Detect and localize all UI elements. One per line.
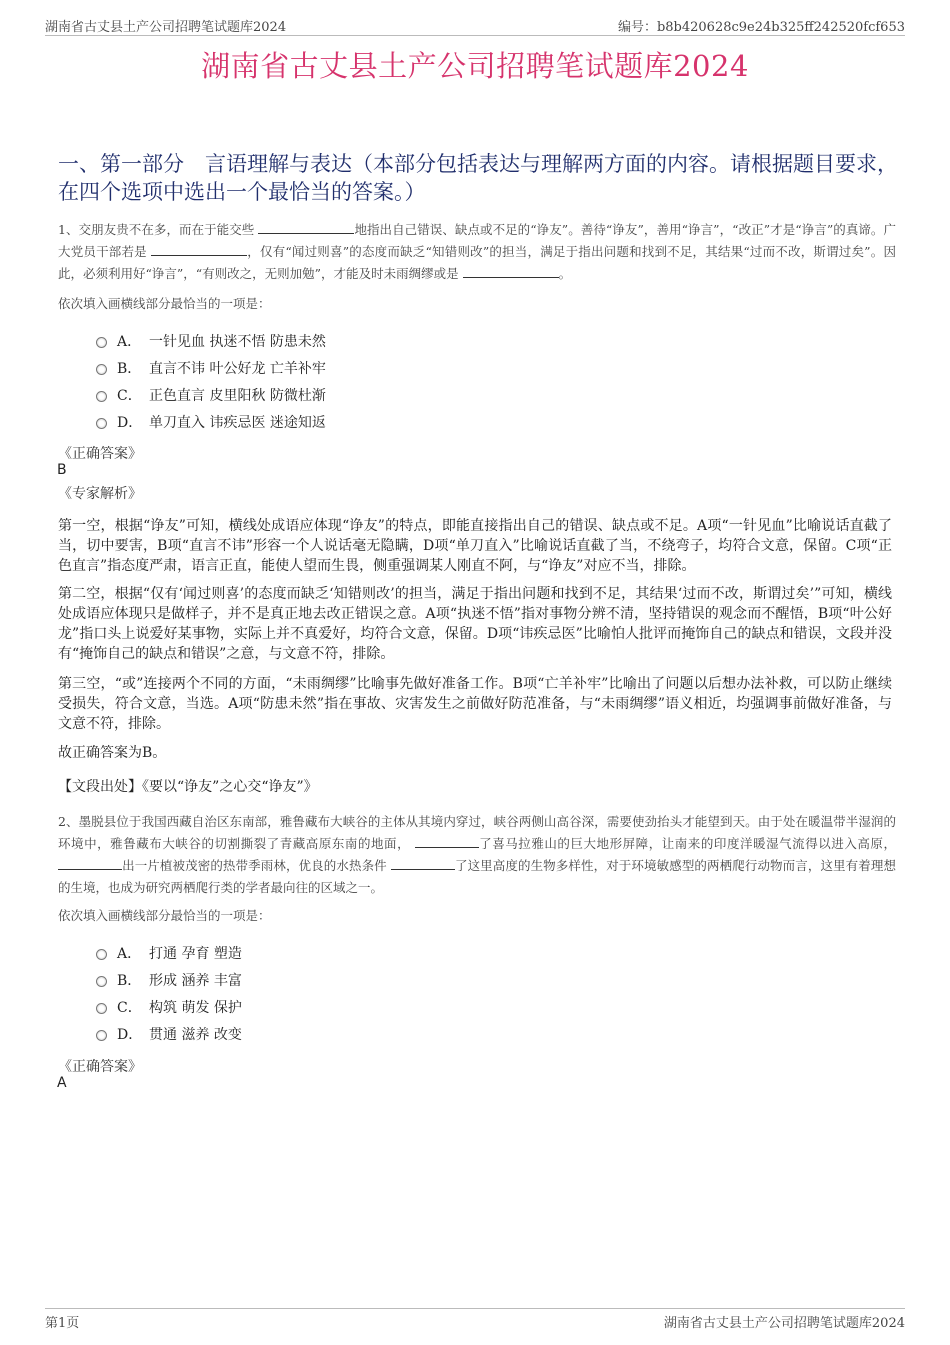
page-title: 湖南省古丈县土产公司招聘笔试题库2024 <box>201 49 749 83</box>
radio-icon[interactable] <box>96 1030 107 1041</box>
section-heading: 一、第一部分 言语理解与表达（本部分包括表达与理解两方面的内容。请根据题目要求，在四个选项中选出一个最恰当的答案。） <box>58 152 898 204</box>
question-2-text: 2、墨脱县位于我国西藏自治区东南部，雅鲁藏布大峡谷的主体从其境内穿过，峡谷两侧山高谷深，需要使劲抬头才能望到天。由于处在暖温带半湿润的环境中，雅鲁藏布大峡谷的切割撕裂了青藏高原东南的地面， 了喜马拉雅山的巨大地形屏障，让南来的印度洋暖湿气流得以进入高原， 出一片植被茂密的热带季雨林，优良的水热条件 了这里高度的生物多样性，对于环境敏感型的两栖爬行动物而言，这里有着理想的生境，也成为研究两栖爬行类的学者最向往的区域之一。 <box>58 814 896 895</box>
analysis-conclusion: 故正确答案为B。 <box>58 745 167 761</box>
option-b[interactable]: B． 直言不讳 叶公好龙 亡羊补牢 <box>96 354 326 381</box>
analysis-paragraph: 第三空，“或”连接两个不同的方面，“未雨绸缪”比喻事先做好准备工作。B项“亡羊补牢”比喻出了问题以后想办法补救，可以防止继续受损失，符合文意，当选。A项“防患未然”指在事故、灾害发生之前做好防范准备，与“未雨绸缪”语义相近，均强调事前做好准备，与文意不符，排除。 <box>58 676 892 732</box>
blank-2 <box>58 857 122 870</box>
radio-icon[interactable] <box>96 949 107 960</box>
header-doc-id: 编号：b8b420628c9e24b325ff242520fcf653 <box>617 20 905 35</box>
footer-doc-title: 湖南省古丈县土产公司招聘笔试题库2024 <box>663 1316 905 1331</box>
option-d[interactable]: D． 贯通 滋养 改变 <box>96 1020 242 1047</box>
answer-label: 《正确答案》 <box>58 446 142 462</box>
blank-3 <box>463 265 559 278</box>
question-1-options <box>96 327 326 435</box>
page-number: 第1页 <box>45 1316 80 1331</box>
option-a[interactable]: A． 打通 孕育 塑造 <box>96 939 242 966</box>
question-1-prompt: 依次填入画横线部分最恰当的一项是： <box>58 296 271 311</box>
page-header <box>45 16 905 34</box>
question-2-prompt: 依次填入画横线部分最恰当的一项是： <box>58 908 271 923</box>
question-2-options <box>96 939 242 1047</box>
radio-icon[interactable] <box>96 337 107 348</box>
footer-divider <box>45 1308 905 1309</box>
blank-1 <box>258 221 354 234</box>
radio-icon[interactable] <box>96 391 107 402</box>
analysis-paragraph: 第二空，根据“仅有‘闻过则喜’的态度而缺乏‘知错则改’的担当，满足于指出问题和找到不足，其结果‘过而不改，斯谓过矣’”可知，横线处成语应体现只是做样子，并不是真正地去改正错误之意。A项“执迷不悟”指对事物分辨不清，坚持错误的观念而不醒悟，B项“叶公好龙”指口头上说爱好某事物，实际上并不真爱好，均符合文意，保留。D项“讳疾忌医”比喻怕人批评而掩饰自己的缺点和错误，文段并没有“掩饰自己的缺点和错误”之意，与文意不符，排除。 <box>58 586 892 662</box>
source-citation: 【文段出处】《要以“诤友”之心交“诤友”》 <box>58 779 318 795</box>
answer-value: B <box>57 462 67 478</box>
analysis-label: 《专家解析》 <box>58 486 142 502</box>
blank-2 <box>151 243 247 256</box>
answer-label: 《正确答案》 <box>58 1059 142 1075</box>
answer-value: A <box>57 1075 67 1091</box>
blank-3 <box>391 857 455 870</box>
analysis-paragraph: 第一空，根据“诤友”可知，横线处成语应体现“诤友”的特点，即能直接指出自己的错误、缺点或不足。A项“一针见血”比喻说话直截了当，切中要害，B项“直言不讳”形容一个人说话毫无隐瞒，D项“单刀直入”比喻说话直截了当，不绕弯子，均符合文意，保留。C项“正色直言”指态度严肃，语言正直，能使人望而生畏，侧重强调某人刚直不阿，与“诤友”对应不当，排除。 <box>58 518 892 574</box>
question-1-text: 1、交朋友贵不在多，而在于能交些 地指出自己错误、缺点或不足的“诤友”。善待“诤友”，善用“诤言”，“改正”才是“诤言”的真谛。广大党员干部若是 ，仅有“闻过则喜”的态度而缺乏“知错则改”的担当，满足于指出问题和找到不足，其结果“过而不改，斯谓过矣”。因此，必须利用好“诤言”，“有则改之，无则加勉”，才能及时未雨绸缪或是 。 <box>58 222 896 281</box>
header-doc-title: 湖南省古丈县土产公司招聘笔试题库2024 <box>45 20 287 35</box>
radio-icon[interactable] <box>96 1003 107 1014</box>
radio-icon[interactable] <box>96 364 107 375</box>
header-divider <box>45 35 905 36</box>
blank-1 <box>415 835 479 848</box>
page-footer <box>45 1312 905 1330</box>
radio-icon[interactable] <box>96 976 107 987</box>
option-b[interactable]: B． 形成 涵养 丰富 <box>96 966 242 993</box>
option-d[interactable]: D． 单刀直入 讳疾忌医 迷途知返 <box>96 408 326 435</box>
option-c[interactable]: C． 正色直言 皮里阳秋 防微杜渐 <box>96 381 326 408</box>
option-c[interactable]: C． 构筑 萌发 保护 <box>96 993 242 1020</box>
radio-icon[interactable] <box>96 418 107 429</box>
option-a[interactable]: A． 一针见血 执迷不悟 防患未然 <box>96 327 326 354</box>
